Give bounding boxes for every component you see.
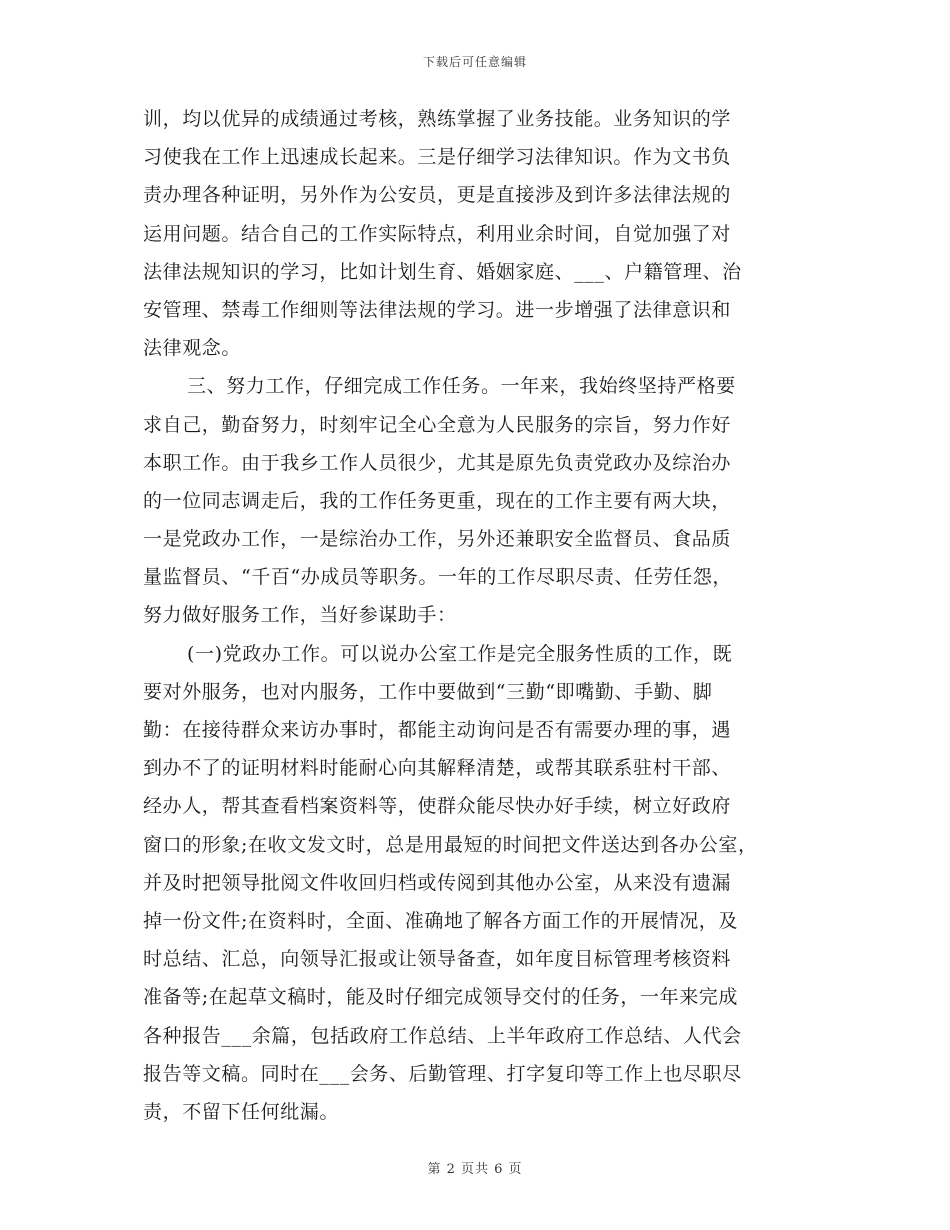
text-line: 掉一份文件;在资料时，全面、准确地了解各方面工作的开展情况，及 <box>143 909 739 932</box>
text-line: 本职工作。由于我乡工作人员很少，尤其是原先负责党政办及综治办 <box>143 451 732 474</box>
text-line: 习使我在工作上迅速成长起来。三是仔细学习法律知识。作为文书负 <box>143 146 732 169</box>
text-line: 报告等文稿。同时在___会务、后勤管理、打字复印等工作上也尽职尽 <box>143 1062 742 1085</box>
text-line: 要对外服务，也对内服务，工作中要做到“三勤“即嘴勤、手勤、脚 <box>143 680 713 703</box>
text-line: 责，不留下任何纰漏。 <box>143 1100 340 1123</box>
text-line: 窗口的形象;在收文发文时，总是用最短的时间把文件送达到各办公室， <box>143 833 758 856</box>
text-line: 法律观念。 <box>143 337 242 360</box>
text-line: 的一位同志调走后，我的工作任务更重，现在的工作主要有两大块， <box>143 489 732 512</box>
page-header: 下载后可任意编辑 <box>422 55 527 69</box>
text-line: 求自己，勤奋努力，时刻牢记全心全意为人民服务的宗旨，努力作好 <box>143 413 732 436</box>
text-line: 运用问题。结合自己的工作实际特点，利用业余时间，自觉加强了对 <box>143 222 732 245</box>
text-line: 勤：在接待群众来访办事时，都能主动询问是否有需要办理的事，遇 <box>143 719 732 741</box>
text-line: 努力做好服务工作，当好参谋助手： <box>143 604 457 627</box>
page-footer: 第 2 页共 6 页 <box>427 1162 523 1177</box>
text-line: 到办不了的证明材料时能耐心向其解释清楚，或帮其联系驻村干部、 <box>143 757 732 780</box>
text-line: 各种报告___余篇，包括政府工作总结、上半年政府工作总结、人代会 <box>143 1024 742 1047</box>
text-line: 法律法规知识的学习，比如计划生育、婚姻家庭、___、户籍管理、治 <box>143 260 742 283</box>
text-line: 训，均以优异的成绩通过考核，熟练掌握了业务技能。业务知识的学 <box>143 108 732 130</box>
text-line: 经办人，帮其查看档案资料等，使群众能尽快办好手续，树立好政府 <box>143 795 732 818</box>
text-line: 并及时把领导批阅文件收回归档或传阅到其他办公室，从来没有遗漏 <box>143 871 732 894</box>
body-text <box>143 100 843 1131</box>
text-line: 时总结、汇总，向领导汇报或让领导备查，如年度目标管理考核资料 <box>143 948 732 971</box>
paragraph-start-line: (一)党政办工作。可以说办公室工作是完全服务性质的工作，既 <box>187 642 733 665</box>
text-line: 安管理、禁毒工作细则等法律法规的学习。进一步增强了法律意识和 <box>143 298 732 321</box>
text-line: 量监督员、“千百“办成员等职务。一年的工作尽职尽责、任劳任怨， <box>143 566 733 589</box>
text-line: 一是党政办工作，一是综治办工作，另外还兼职安全监督员、食品质 <box>143 528 732 551</box>
text-line: 准备等;在起草文稿时，能及时仔细完成领导交付的任务，一年来完成 <box>143 986 739 1009</box>
paragraph-start-line: 三、努力工作，仔细完成工作任务。一年来，我始终坚持严格要 <box>187 375 736 398</box>
text-line: 责办理各种证明，另外作为公安员，更是直接涉及到许多法律法规的 <box>143 184 732 207</box>
